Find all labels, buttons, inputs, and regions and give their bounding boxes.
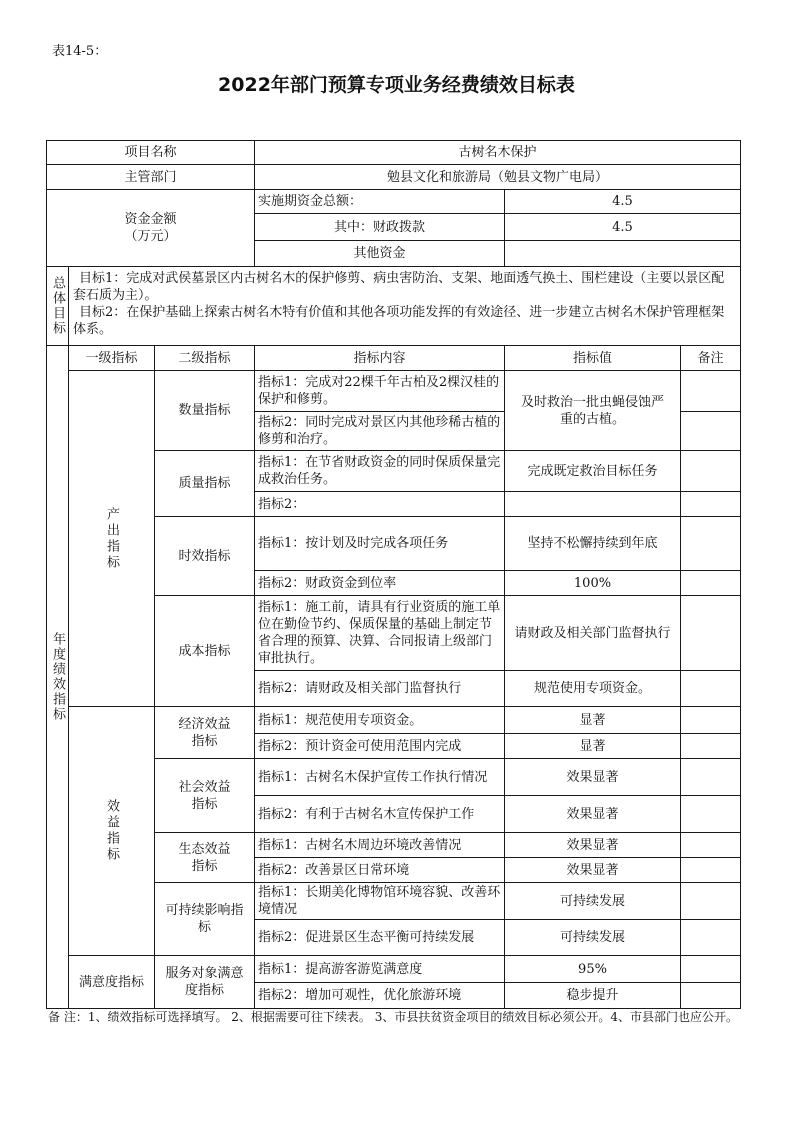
col-header-level1: 一级指标 [68,345,155,371]
satisfaction-indicator-label: 满意度指标 [68,955,155,1009]
quality-indicator-label: 质量指标 [154,450,255,517]
output-indicator-label: 产出指标 [104,506,119,571]
goal-1: 目标1：完成对武侯墓景区内古树名木的保护修剪、病虫害防治、支架、地面透气换土、围栏建设（主要以景区配套石质为主）。 [73,271,725,303]
quality-item-1: 指标1：在节省财政资金的同时保质保量完成救治任务。 [254,450,505,492]
service-item-2: 指标2：增加可观性，优化旅游环境 [254,982,505,1009]
economic-remark-1 [680,706,741,734]
service-value-1: 95% [504,955,681,983]
other-funds-label: 其他资金 [254,240,505,267]
economic-value-2: 显著 [504,733,681,759]
social-indicator-label: 社会效益指标 [154,758,255,833]
overall-goal-label: 总体目标 [46,266,69,346]
quality-value-1: 完成既定救治目标任务 [504,450,681,492]
quality-value-2 [504,491,681,517]
economic-item-1: 指标1：规范使用专项资金。 [254,706,505,734]
table-label: 表14-5： [52,44,108,59]
social-value-2: 效果显著 [504,795,681,833]
page-title: 2022年部门预算专项业务经费绩效目标表 [218,74,575,96]
output-indicator-label-cell [68,370,155,707]
project-name-value: 古树名木保护 [254,140,741,165]
quantity-remark-1 [680,370,741,412]
economic-remark-2 [680,733,741,759]
service-remark-1 [680,955,741,983]
social-remark-2 [680,795,741,833]
department-label: 主管部门 [46,164,255,190]
col-header-value: 指标值 [504,345,681,371]
quantity-value: 及时救治一批虫蝇侵蚀严重的古植。 [504,370,681,451]
timeliness-value-1: 坚持不松懈持续到年底 [504,516,681,571]
cost-value-1: 请财政及相关部门监督执行 [504,595,681,671]
sustainable-item-1: 指标1：长期美化博物馆环境容貌、改善环境情况 [254,882,505,920]
annual-indicator-label-cell [46,345,69,1009]
ecological-item-2: 指标2：改善景区日常环境 [254,857,505,883]
ecological-indicator-label: 生态效益指标 [154,832,255,883]
sustainable-value-2: 可持续发展 [504,919,681,956]
economic-indicator-label: 经济效益指标 [154,706,255,759]
quality-remark-2 [680,491,741,517]
quality-remark-1 [680,450,741,492]
funds-label-cell [46,189,255,267]
economic-value-1: 显著 [504,706,681,734]
cost-remark-1 [680,595,741,671]
other-funds-value [504,240,741,267]
ecological-remark-1 [680,832,741,858]
project-name-label: 项目名称 [46,140,255,165]
ecological-remark-2 [680,857,741,883]
sustainable-value-1: 可持续发展 [504,882,681,920]
cost-remark-2 [680,670,741,707]
goal-2: 目标2：在保护基础上探索古树名木特有价值和其他各项功能发挥的有效途径、进一步建立古树名木保护管理框架体系。 [73,305,725,337]
ecological-item-1: 指标1：古树名木周边环境改善情况 [254,832,505,858]
quality-item-2: 指标2： [254,491,505,517]
benefit-indicator-label: 效益指标 [104,799,119,863]
timeliness-value-2: 100% [504,570,681,596]
service-remark-2 [680,982,741,1009]
annual-indicator-label: 年度绩效指标 [50,632,65,722]
timeliness-indicator-label: 时效指标 [154,516,255,596]
cost-value-2: 规范使用专项资金。 [504,670,681,707]
fiscal-funds-label: 其中：财政拨款 [254,213,505,241]
social-value-1: 效果显著 [504,758,681,796]
social-item-2: 指标2：有利于古树名木宣传保护工作 [254,795,505,833]
total-funds-label: 实施期资金总额： [254,189,505,214]
sustainable-indicator-label: 可持续影响指标 [154,882,255,956]
footnote: 备 注：1、绩效指标可选择填写。 2、根据需要可往下续表。 3、市县扶贫资金项目的绩效目标必须公开。4、市县部门也应公开。 [48,1010,738,1024]
timeliness-remark-1 [680,516,741,571]
timeliness-item-2: 指标2：财政资金到位率 [254,570,505,596]
ecological-value-1: 效果显著 [504,832,681,858]
timeliness-item-1: 指标1：按计划及时完成各项任务 [254,516,505,571]
quantity-item-2: 指标2：同时完成对景区内其他珍稀古植的修剪和治疗。 [254,411,505,451]
department-value: 勉县文化和旅游局（勉县文物广电局） [254,164,741,190]
total-funds-value: 4.5 [504,189,741,214]
sustainable-remark-2 [680,919,741,956]
cost-item-1: 指标1：施工前，请具有行业资质的施工单位在勤俭节约、保质保量的基础上制定节省合理的预算、决算、合同报请上级部门审批执行。 [254,595,505,671]
sustainable-item-2: 指标2：促进景区生态平衡可持续发展 [254,919,505,956]
quantity-remark-2 [680,411,741,451]
col-header-remarks: 备注 [680,345,741,371]
economic-item-2: 指标2：预计资金可使用范围内完成 [254,733,505,759]
timeliness-remark-2 [680,570,741,596]
quantity-item-1: 指标1：完成对22棵千年古柏及2棵汉桂的保护和修剪。 [254,370,505,412]
cost-item-2: 指标2：请财政及相关部门监督执行 [254,670,505,707]
ecological-value-2: 效果显著 [504,857,681,883]
fiscal-funds-value: 4.5 [504,213,741,241]
funds-unit: （万元） [124,229,177,244]
service-satisfaction-label: 服务对象满意度指标 [154,955,255,1009]
social-remark-1 [680,758,741,796]
service-value-2: 稳步提升 [504,982,681,1009]
social-item-1: 指标1：古树名木保护宣传工作执行情况 [254,758,505,796]
quantity-indicator-label: 数量指标 [154,370,255,451]
benefit-indicator-label-cell [68,706,155,956]
sustainable-remark-1 [680,882,741,920]
service-item-1: 指标1：提高游客游览满意度 [254,955,505,983]
funds-label: 资金金额 [124,212,177,227]
col-header-level2: 二级指标 [154,345,255,371]
overall-goal-content [68,266,741,346]
cost-indicator-label: 成本指标 [154,595,255,707]
col-header-content: 指标内容 [254,345,505,371]
